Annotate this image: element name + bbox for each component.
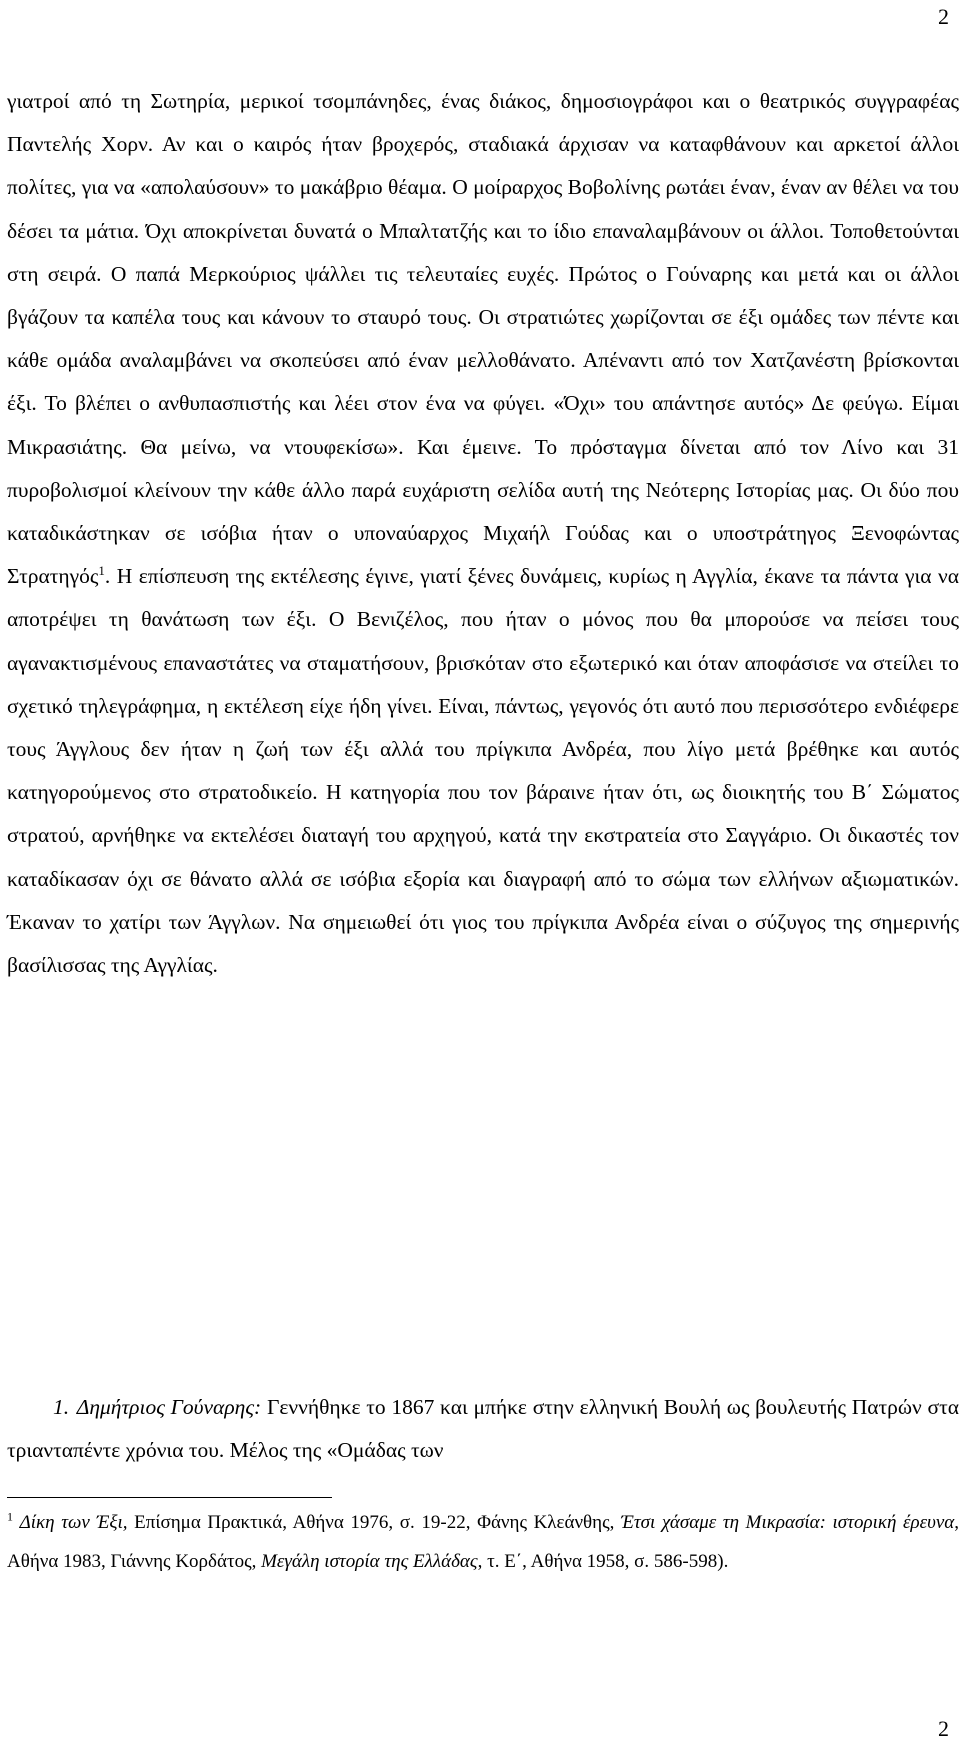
- list-item-name: Δημήτριος Γούναρης:: [76, 1395, 262, 1419]
- list-item-text: Γεννήθηκε το 1867 και μπήκε στην ελληνική Βουλή ως βουλευτής Πατρών στα τριανταπέντε χρόνια του. Μέλος της «Ομάδας των: [7, 1395, 959, 1463]
- footnote: [7, 1504, 959, 1581]
- footnote-text-2: , Αθήνα 1983, Γιάννης Κορδάτος,: [7, 1512, 959, 1572]
- paragraph-text-after-note: . Η επίσπευση της εκτέλεσης έγινε, γιατί ξένες δυνάμεις, κυρίως η Αγγλία, έκανε τα πάντα για να αποτρέψει τη θανάτωση των έξι. Ο Βενιζέλος, που ήταν ο μόνος που θα μπορούσε να πείσει τους αγανακτισμένους επαναστάτες να σταματήσουν, βρισκόταν στο εξωτερικό και όταν αποφάσισε να στείλει το σχετικό τηλεγράφημα, η εκτέλεση είχε ήδη γίνει. Είναι, πάντως, γεγονός ότι αυτό που περισσότερο ενδιέφερε τους Άγγλους δεν ήταν η ζωή των έξι αλλά του πρίγκιπα Ανδρέα, που λίγο μετά βρέθηκε και αυτός κατηγορούμενος στο στρατοδικείο. Η κατηγορία που τον βάραινε ήταν ότι, ως διοικητής του Β΄ Σώματος στρατού, αρνήθηκε να εκτελέσει διαταγή του αρχηγού, κατά την εκστρατεία στο Σαγγάριο. Οι δικαστές τον καταδίκασαν όχι σε θάνατο αλλά σε ισόβια εξορία και διαγραφή από το σώμα των ελλήνων αξιωματικών. Έκαναν το χατίρι των Άγγλων. Να σημειωθεί ότι γιος του πρίγκιπα Ανδρέα είναι ο σύζυγος της σημερινής βασίλισσας της Αγγλίας.: [7, 564, 959, 978]
- list-item-number: 1.: [53, 1395, 70, 1419]
- page-number-top: 2: [938, 4, 949, 29]
- footnote-marker: 1: [7, 1509, 13, 1524]
- list-item: [7, 1386, 959, 1472]
- footnote-text-3: , τ. Ε΄, Αθήνα 1958, σ. 586-598).: [477, 1550, 729, 1572]
- page-number-bottom: 2: [938, 1716, 949, 1741]
- footnote-reference-marker[interactable]: 1: [98, 563, 105, 579]
- footnote-separator: [7, 1497, 332, 1498]
- footnote-title-1: Δίκη των Έξι,: [19, 1512, 128, 1533]
- footnote-title-2: Έτσι χάσαμε τη Μικρασία: ιστορική έρευνα: [620, 1512, 955, 1533]
- paragraph-text-before-note: γιατροί από τη Σωτηρία, μερικοί τσομπάνηδες, ένας διάκος, δημοσιογράφοι και ο θεατρικός συγγραφέας Παντελής Χορν. Αν και ο καιρός ήταν βροχερός, σταδιακά άρχισαν να καταφθάνουν και αρκετοί άλλοι πολίτες, για να «απολαύσουν» το μακάβριο θέαμα. Ο μοίραρχος Βοβολίνης ρωτάει έναν, έναν αν θέλει να του δέσει τα μάτια. Όχι αποκρίνεται δυνατά ο Μπαλτατζής και το ίδιο επαναλαμβάνουν οι άλλοι. Τοποθετούνται στη σειρά. Ο παπά Μερκούριος ψάλλει τις τελευταίες ευχές. Πρώτος ο Γούναρης και μετά και οι άλλοι βγάζουν τα καπέλα τους και κάνουν το σταυρό τους. Οι στρατιώτες χωρίζονται σε έξι ομάδες των πέντε και κάθε ομάδα αναλαμβάνει να σκοπεύσει από έναν μελλοθάνατο. Απέναντι από τον Χατζανέστη βρίσκονται έξι. Το βλέπει ο ανθυπασπιστής και λέει στον ένα να φύγει. «Όχι» του απάντησε αυτός» Δε φεύγω. Είμαι Μικρασιάτης. Θα μείνω, να ντουφεκίσω». Και έμεινε. Το πρόσταγμα δίνεται από τον Λίνο και 31 πυροβολισμοί κλείνουν την κάθε άλλο παρά ευχάριστη σελίδα αυτή της Νεότερης Ιστορίας μας. Οι δύο που καταδικάστηκαν σε ισόβια ήταν ο υποναύαρχος Μιχαήλ Γούδας και ο υποστράτηγος Ξενοφώντας Στρατηγός: [7, 89, 959, 589]
- footnote-title-3: Μεγάλη ιστορία της Ελλάδας: [261, 1550, 478, 1572]
- footnote-text-1: Επίσημα Πρακτικά, Αθήνα 1976, σ. 19-22, Φάνης Κλεάνθης,: [127, 1512, 621, 1533]
- main-paragraph: [7, 80, 959, 987]
